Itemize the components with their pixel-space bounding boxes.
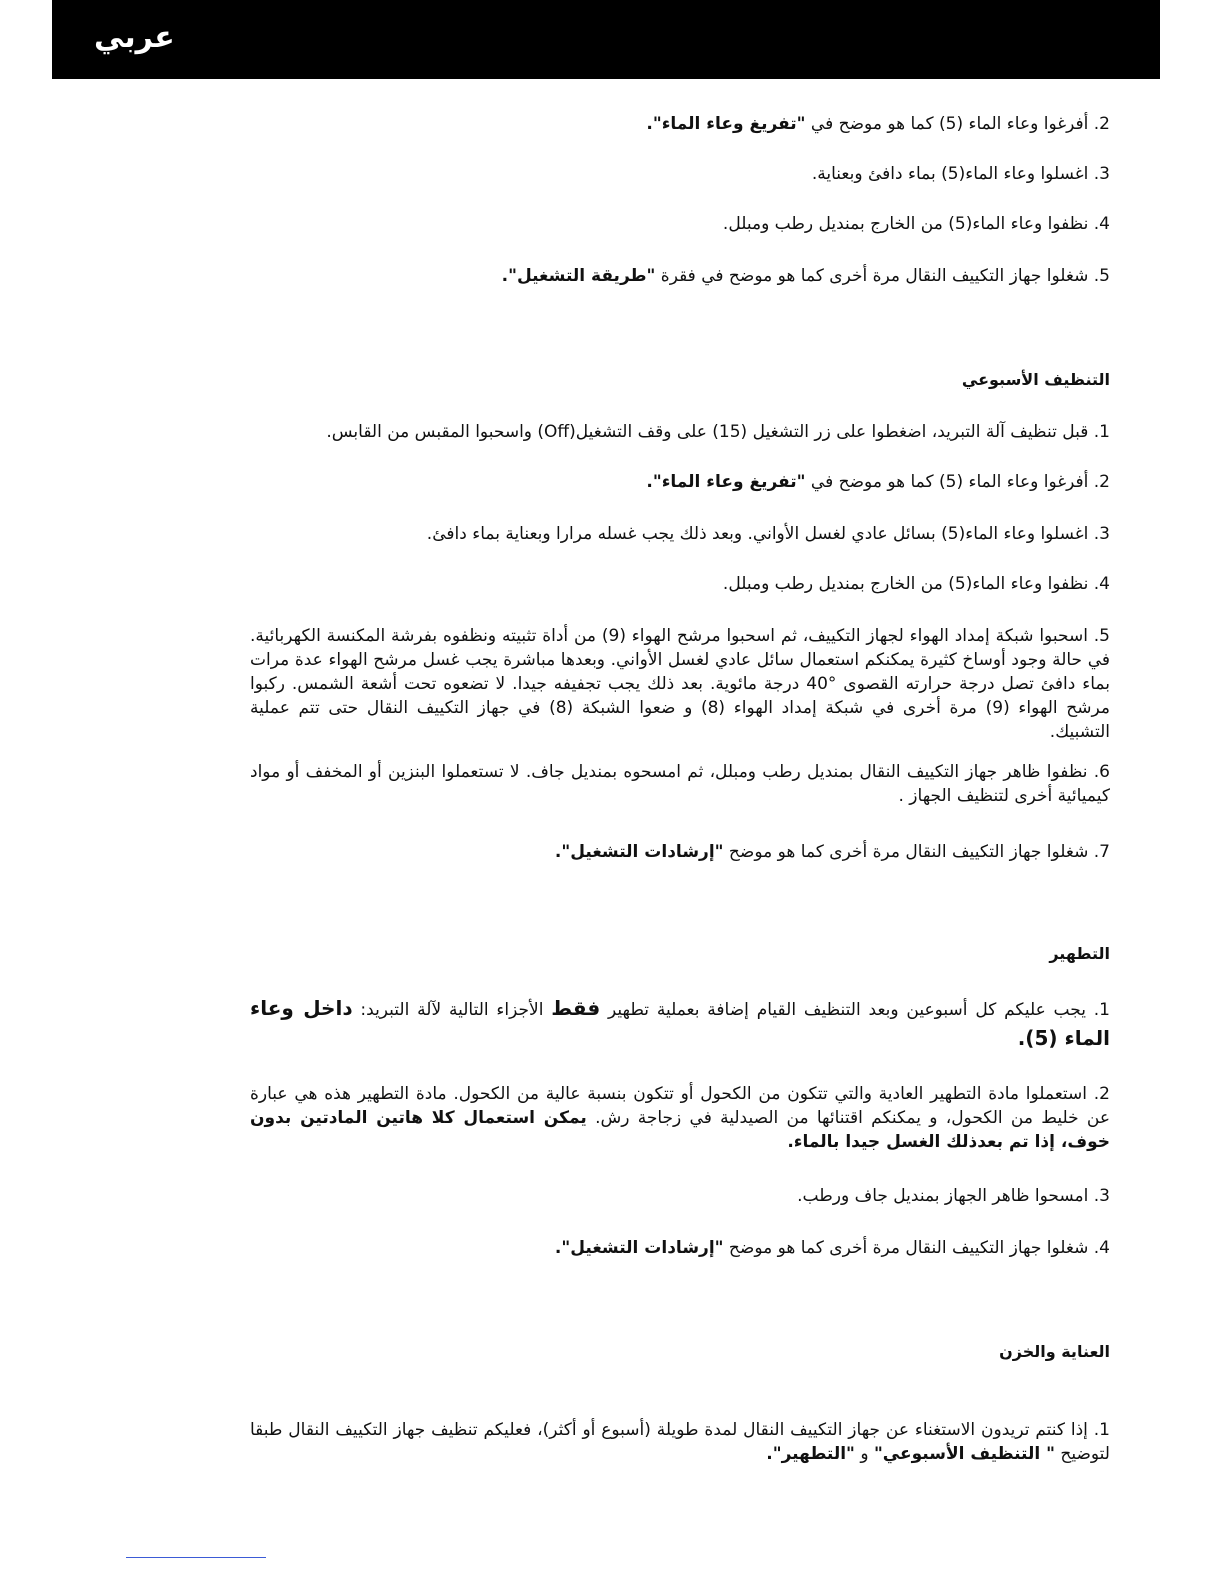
weekly-item-6: 6. نظفوا ظاهر جهاز التكييف النقال بمنديل رطب ومبلل، ثم امسحوه بمنديل جاف. لا تستعملوا البنزين أو المخفف أو مواد كيميائية أخرى لتنظيف الجهاز . <box>250 762 1110 806</box>
sanitizing-item-2: 2. استعملوا مادة التطهير العادية والتي تتكون من الكحول أو تتكون بنسبة عالية من الكحول. مادة التطهير هذه هي عبارة عن خليط من الكحول، و يمكنكم اقتنائها من الصيدلية في زجاجة رش. يمكن استعمال كلا هاتين المادتين بدون خوف، إذا تم بعدذلك الغسل جيدا بالماء. <box>250 1084 1110 1152</box>
daily-item-4: 4. نظفوا وعاء الماء(5) من الخارج بمنديل رطب ومبلل. <box>722 214 1110 234</box>
weekly-item-7: 7. شغلوا جهاز التكييف النقال مرة أخرى كما هو موضح "إرشادات التشغيل". <box>554 842 1110 862</box>
footnote-divider <box>126 1557 266 1558</box>
daily-item-5: 5. شغلوا جهاز التكييف النقال مرة أخرى كما هو موضح في فقرة "طريقة التشغيل". <box>501 266 1110 286</box>
language-label: عربي <box>94 20 175 55</box>
care-item-1: 1. إذا كنتم تريدون الاستغناء عن جهاز التكييف النقال لمدة طويلة (أسبوع أو أكثر)، فعليكم تنظيف جهاز التكييف النقال طبقا لتوضيح " التنظيف الأسبوعي" و "التطهير". <box>250 1420 1110 1464</box>
sanitizing-item-1: 1. يجب عليكم كل أسبوعين وبعد التنظيف القيام إضافة بعملية تطهير فقط الأجزاء التالية لآلة التبريد: داخل وعاء الماء (5). <box>250 996 1110 1050</box>
weekly-cleaning-heading: التنظيف الأسبوعي <box>961 370 1110 389</box>
weekly-item-5: 5. اسحبوا شبكة إمداد الهواء لجهاز التكييف، ثم اسحبوا مرشح الهواء (9) من أداة تثبيته ونظفوه بفرشة المكنسة الكهربائية. في حالة وجود أوساخ كثيرة يمكنكم استعمال سائل عادي لغسل الأواني. وبعدها مباشرة يجب غسل مرشح الهواء عدة مرات بماء دافئ تصل درجة حرارته القصوى °40 درجة مائوية. بعد ذلك يجب تجفيفه جيدا. لا تضعوه تحت أشعة الشمس. ركبوا مرشح الهواء (9) مرة أخرى في شبكة إمداد الهواء (8) و ضعوا الشبكة (8) في جهاز التكييف النقال حتى تتم عملية التشبيك. <box>250 626 1111 742</box>
weekly-item-1: 1. قبل تنظيف آلة التبريد، اضغطوا على زر التشغيل (15) على وقف التشغيل(Off) واسحبوا المقبس من القابس. <box>326 422 1110 442</box>
care-storage-heading: العناية والخزن <box>999 1342 1110 1361</box>
language-header-bar <box>52 0 1160 79</box>
weekly-item-4: 4. نظفوا وعاء الماء(5) من الخارج بمنديل رطب ومبلل. <box>722 574 1110 594</box>
sanitizing-item-3: 3. امسحوا ظاهر الجهاز بمنديل جاف ورطب. <box>797 1186 1110 1206</box>
daily-item-3: 3. اغسلوا وعاء الماء(5) بماء دافئ وبعناية. <box>811 164 1110 184</box>
weekly-item-3: 3. اغسلوا وعاء الماء(5) بسائل عادي لغسل الأواني. وبعد ذلك يجب غسله مرارا وبعناية بماء دافئ. <box>426 524 1110 544</box>
sanitizing-item-4: 4. شغلوا جهاز التكييف النقال مرة أخرى كما هو موضح "إرشادات التشغيل". <box>554 1238 1110 1258</box>
sanitizing-heading: التطهير <box>1049 944 1110 963</box>
daily-item-2: 2. أفرغوا وعاء الماء (5) كما هو موضح في "تفريغ وعاء الماء". <box>646 114 1110 134</box>
weekly-item-2: 2. أفرغوا وعاء الماء (5) كما هو موضح في "تفريغ وعاء الماء". <box>646 472 1110 492</box>
